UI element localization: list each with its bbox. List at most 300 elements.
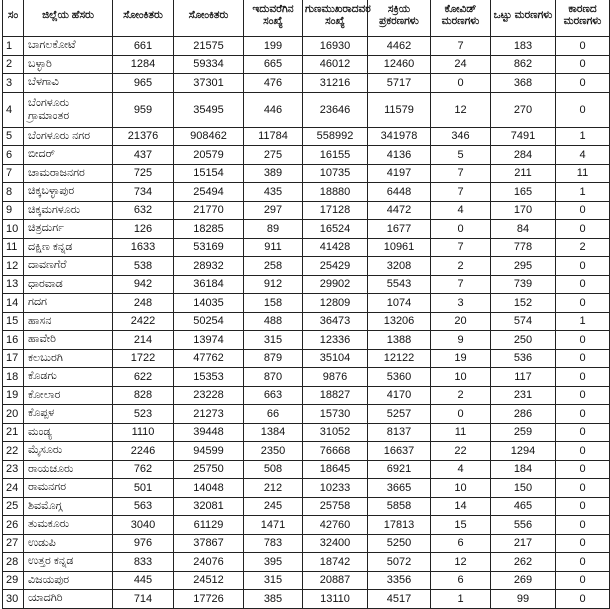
- table-row: [3, 386, 610, 405]
- cell-other-deaths: 0: [556, 92, 610, 127]
- table-row: [3, 146, 610, 165]
- cell-active-cases: 12122: [368, 349, 431, 368]
- cell-active-cases: 5717: [368, 74, 431, 93]
- cell-total-recovered: 10735: [303, 164, 368, 183]
- table-row: [3, 238, 610, 257]
- cell-total-recovered: 15730: [303, 405, 368, 424]
- cell-total-deaths: 574: [491, 312, 556, 331]
- table-row: [3, 516, 610, 535]
- table-row: [3, 92, 610, 127]
- cell-other-deaths: 0: [556, 534, 610, 553]
- cell-other-deaths: 0: [556, 571, 610, 590]
- cell-discharged-today: 297: [244, 201, 303, 220]
- cell-covid-deaths: 7: [431, 164, 491, 183]
- cell-covid-deaths: 19: [431, 349, 491, 368]
- row-district-name: ಕಲಬುರಗಿ: [24, 349, 113, 368]
- cell-discharged-today: 385: [244, 590, 303, 609]
- cell-total-deaths: 284: [491, 146, 556, 165]
- cell-new-cases: 563: [113, 497, 174, 516]
- cell-total-cases: 39448: [174, 423, 244, 442]
- cell-new-cases: 622: [113, 368, 174, 387]
- header-row: [3, 0, 610, 37]
- cell-other-deaths: 0: [556, 257, 610, 276]
- cell-other-deaths: 4: [556, 146, 610, 165]
- cell-total-deaths: 295: [491, 257, 556, 276]
- row-serial: 28: [3, 553, 24, 572]
- cell-active-cases: 13206: [368, 312, 431, 331]
- district-covid-table: [2, 0, 610, 609]
- cell-covid-deaths: 10: [431, 479, 491, 498]
- cell-total-recovered: 46012: [303, 55, 368, 74]
- cell-discharged-today: 2350: [244, 442, 303, 461]
- cell-new-cases: 714: [113, 590, 174, 609]
- row-district-name: ಹಾವೇರಿ: [24, 331, 113, 350]
- header-total-recovered: ಗುಣಮುಖರಾದವರ ಸಂಖ್ಯೆ: [303, 0, 368, 37]
- cell-active-cases: 3208: [368, 257, 431, 276]
- cell-total-recovered: 76668: [303, 442, 368, 461]
- row-serial: 23: [3, 460, 24, 479]
- header-other-deaths: ಕಾರಣದ ಮರಣಗಳು: [556, 0, 610, 37]
- cell-covid-deaths: 12: [431, 553, 491, 572]
- cell-total-recovered: 13110: [303, 590, 368, 609]
- cell-total-recovered: 18827: [303, 386, 368, 405]
- table-row: [3, 368, 610, 387]
- cell-new-cases: 762: [113, 460, 174, 479]
- cell-total-cases: 21273: [174, 405, 244, 424]
- cell-discharged-today: 446: [244, 92, 303, 127]
- cell-active-cases: 1677: [368, 220, 431, 239]
- row-district-name: ಬೆಂಗಳೂರು ಗ್ರಾಮಾಂತರ: [24, 92, 113, 127]
- table-row: [3, 55, 610, 74]
- row-district-name: ಹಾಸನ: [24, 312, 113, 331]
- cell-discharged-today: 315: [244, 331, 303, 350]
- cell-new-cases: 1633: [113, 238, 174, 257]
- cell-active-cases: 4170: [368, 386, 431, 405]
- cell-new-cases: 126: [113, 220, 174, 239]
- table-row: [3, 74, 610, 93]
- cell-other-deaths: 0: [556, 368, 610, 387]
- header-covid-deaths: ಕೋವಿಡ್ ಮರಣಗಳು: [431, 0, 491, 37]
- table-row: [3, 349, 610, 368]
- cell-total-recovered: 20887: [303, 571, 368, 590]
- cell-new-cases: 437: [113, 146, 174, 165]
- cell-total-cases: 47762: [174, 349, 244, 368]
- row-district-name: ಕೊಪ್ಪಳ: [24, 405, 113, 424]
- table-row: [3, 275, 610, 294]
- row-district-name: ತುಮಕೂರು: [24, 516, 113, 535]
- cell-active-cases: 17813: [368, 516, 431, 535]
- cell-total-recovered: 16524: [303, 220, 368, 239]
- cell-total-deaths: 739: [491, 275, 556, 294]
- cell-total-deaths: 262: [491, 553, 556, 572]
- table-row: [3, 312, 610, 331]
- cell-covid-deaths: 3: [431, 294, 491, 313]
- cell-total-recovered: 16930: [303, 37, 368, 56]
- cell-total-cases: 25750: [174, 460, 244, 479]
- cell-total-recovered: 29902: [303, 275, 368, 294]
- cell-active-cases: 1074: [368, 294, 431, 313]
- cell-total-recovered: 9876: [303, 368, 368, 387]
- table-row: [3, 442, 610, 461]
- cell-new-cases: 21376: [113, 127, 174, 146]
- cell-total-deaths: 556: [491, 516, 556, 535]
- cell-new-cases: 538: [113, 257, 174, 276]
- row-serial: 11: [3, 238, 24, 257]
- row-district-name: ಚಿತ್ರದುರ್ಗ: [24, 220, 113, 239]
- cell-total-deaths: 536: [491, 349, 556, 368]
- row-district-name: ಯಾದಗಿರಿ: [24, 590, 113, 609]
- cell-covid-deaths: 4: [431, 201, 491, 220]
- cell-discharged-today: 879: [244, 349, 303, 368]
- row-serial: 9: [3, 201, 24, 220]
- cell-new-cases: 214: [113, 331, 174, 350]
- cell-discharged-today: 258: [244, 257, 303, 276]
- cell-active-cases: 4136: [368, 146, 431, 165]
- cell-discharged-today: 315: [244, 571, 303, 590]
- cell-other-deaths: 0: [556, 405, 610, 424]
- cell-total-deaths: 286: [491, 405, 556, 424]
- cell-other-deaths: 0: [556, 294, 610, 313]
- cell-total-recovered: 25429: [303, 257, 368, 276]
- cell-total-deaths: 165: [491, 183, 556, 202]
- row-district-name: ಬಾಗಲಕೋಟೆ: [24, 37, 113, 56]
- cell-new-cases: 248: [113, 294, 174, 313]
- row-district-name: ಚಿಕ್ಕಬಳ್ಳಾಪುರ: [24, 183, 113, 202]
- cell-covid-deaths: 5: [431, 146, 491, 165]
- cell-covid-deaths: 7: [431, 37, 491, 56]
- cell-covid-deaths: 10: [431, 368, 491, 387]
- cell-covid-deaths: 0: [431, 74, 491, 93]
- row-district-name: ಉತ್ತರ ಕನ್ನಡ: [24, 553, 113, 572]
- row-serial: 17: [3, 349, 24, 368]
- cell-discharged-today: 245: [244, 497, 303, 516]
- cell-covid-deaths: 9: [431, 331, 491, 350]
- cell-new-cases: 661: [113, 37, 174, 56]
- table-row: [3, 423, 610, 442]
- row-serial: 14: [3, 294, 24, 313]
- cell-discharged-today: 395: [244, 553, 303, 572]
- row-district-name: ರಾಮನಗರ: [24, 479, 113, 498]
- cell-total-cases: 24512: [174, 571, 244, 590]
- cell-total-cases: 37867: [174, 534, 244, 553]
- cell-discharged-today: 911: [244, 238, 303, 257]
- cell-active-cases: 5360: [368, 368, 431, 387]
- cell-active-cases: 341978: [368, 127, 431, 146]
- row-district-name: ಮೈಸೂರು: [24, 442, 113, 461]
- row-serial: 10: [3, 220, 24, 239]
- cell-other-deaths: 0: [556, 201, 610, 220]
- cell-total-recovered: 18742: [303, 553, 368, 572]
- row-district-name: ಬಳ್ಳಾರಿ: [24, 55, 113, 74]
- cell-covid-deaths: 0: [431, 405, 491, 424]
- row-district-name: ದಕ್ಷಿಣ ಕನ್ನಡ: [24, 238, 113, 257]
- cell-total-recovered: 10233: [303, 479, 368, 498]
- row-serial: 13: [3, 275, 24, 294]
- table-row: [3, 164, 610, 183]
- cell-total-cases: 32081: [174, 497, 244, 516]
- cell-discharged-today: 275: [244, 146, 303, 165]
- cell-other-deaths: 1: [556, 183, 610, 202]
- cell-active-cases: 6448: [368, 183, 431, 202]
- row-serial: 19: [3, 386, 24, 405]
- cell-active-cases: 12460: [368, 55, 431, 74]
- cell-other-deaths: 1: [556, 312, 610, 331]
- cell-covid-deaths: 20: [431, 312, 491, 331]
- cell-total-deaths: 269: [491, 571, 556, 590]
- row-serial: 7: [3, 164, 24, 183]
- row-district-name: ರಾಯಚೂರು: [24, 460, 113, 479]
- cell-total-recovered: 31052: [303, 423, 368, 442]
- row-serial: 30: [3, 590, 24, 609]
- cell-new-cases: 2246: [113, 442, 174, 461]
- cell-total-recovered: 31216: [303, 74, 368, 93]
- cell-total-deaths: 84: [491, 220, 556, 239]
- table-row: [3, 220, 610, 239]
- cell-new-cases: 523: [113, 405, 174, 424]
- cell-total-cases: 908462: [174, 127, 244, 146]
- table-row: [3, 460, 610, 479]
- cell-total-deaths: 117: [491, 368, 556, 387]
- cell-other-deaths: 2: [556, 238, 610, 257]
- table-row: [3, 257, 610, 276]
- cell-other-deaths: 0: [556, 275, 610, 294]
- cell-total-recovered: 16155: [303, 146, 368, 165]
- cell-new-cases: 959: [113, 92, 174, 127]
- cell-other-deaths: 0: [556, 442, 610, 461]
- cell-covid-deaths: 4: [431, 460, 491, 479]
- cell-total-cases: 35495: [174, 92, 244, 127]
- cell-other-deaths: 0: [556, 349, 610, 368]
- table-header: [3, 0, 610, 37]
- row-district-name: ಗದಗ: [24, 294, 113, 313]
- table-row: [3, 405, 610, 424]
- cell-total-cases: 53169: [174, 238, 244, 257]
- table-row: [3, 590, 610, 609]
- cell-discharged-today: 1384: [244, 423, 303, 442]
- cell-total-recovered: 32400: [303, 534, 368, 553]
- cell-other-deaths: 11: [556, 164, 610, 183]
- row-district-name: ಕೋಲಾರ: [24, 386, 113, 405]
- cell-new-cases: 501: [113, 479, 174, 498]
- table-row: [3, 479, 610, 498]
- cell-discharged-today: 11784: [244, 127, 303, 146]
- table-row: [3, 201, 610, 220]
- table-row: [3, 294, 610, 313]
- cell-total-recovered: 25758: [303, 497, 368, 516]
- cell-active-cases: 10961: [368, 238, 431, 257]
- cell-discharged-today: 389: [244, 164, 303, 183]
- cell-total-recovered: 12336: [303, 331, 368, 350]
- table-row: [3, 127, 610, 146]
- cell-total-deaths: 7491: [491, 127, 556, 146]
- row-serial: 1: [3, 37, 24, 56]
- cell-total-recovered: 558992: [303, 127, 368, 146]
- cell-discharged-today: 435: [244, 183, 303, 202]
- cell-new-cases: 445: [113, 571, 174, 590]
- header-active-cases: ಸಕ್ರಿಯ ಪ್ರಕರಣಗಳು: [368, 0, 431, 37]
- cell-new-cases: 1722: [113, 349, 174, 368]
- cell-other-deaths: 0: [556, 497, 610, 516]
- cell-other-deaths: 0: [556, 37, 610, 56]
- cell-other-deaths: 0: [556, 460, 610, 479]
- row-district-name: ಕೊಡಗು: [24, 368, 113, 387]
- cell-covid-deaths: 6: [431, 571, 491, 590]
- cell-active-cases: 1388: [368, 331, 431, 350]
- cell-active-cases: 5250: [368, 534, 431, 553]
- cell-new-cases: 2422: [113, 312, 174, 331]
- row-district-name: ಚಾಮರಾಜನಗರ: [24, 164, 113, 183]
- cell-other-deaths: 0: [556, 331, 610, 350]
- cell-total-recovered: 42760: [303, 516, 368, 535]
- cell-discharged-today: 665: [244, 55, 303, 74]
- cell-total-recovered: 18880: [303, 183, 368, 202]
- row-serial: 27: [3, 534, 24, 553]
- cell-new-cases: 1110: [113, 423, 174, 442]
- cell-discharged-today: 912: [244, 275, 303, 294]
- cell-covid-deaths: 2: [431, 257, 491, 276]
- header-discharged-today: ಇದುವರೆಗಿನ ಸಂಖ್ಯೆ: [244, 0, 303, 37]
- cell-active-cases: 4472: [368, 201, 431, 220]
- cell-total-deaths: 99: [491, 590, 556, 609]
- cell-new-cases: 1284: [113, 55, 174, 74]
- cell-total-cases: 61129: [174, 516, 244, 535]
- cell-covid-deaths: 346: [431, 127, 491, 146]
- cell-total-recovered: 12809: [303, 294, 368, 313]
- cell-total-deaths: 183: [491, 37, 556, 56]
- cell-covid-deaths: 6: [431, 534, 491, 553]
- cell-total-cases: 50254: [174, 312, 244, 331]
- cell-covid-deaths: 2: [431, 386, 491, 405]
- cell-new-cases: 725: [113, 164, 174, 183]
- row-district-name: ದಾವಣಗೆರೆ: [24, 257, 113, 276]
- row-district-name: ಉಡುಪಿ: [24, 534, 113, 553]
- cell-total-recovered: 18645: [303, 460, 368, 479]
- cell-new-cases: 976: [113, 534, 174, 553]
- cell-active-cases: 3665: [368, 479, 431, 498]
- cell-active-cases: 11579: [368, 92, 431, 127]
- cell-total-cases: 18285: [174, 220, 244, 239]
- cell-covid-deaths: 15: [431, 516, 491, 535]
- row-serial: 29: [3, 571, 24, 590]
- header-serial: ಸಂ: [3, 0, 24, 37]
- row-serial: 2: [3, 55, 24, 74]
- cell-covid-deaths: 12: [431, 92, 491, 127]
- cell-total-cases: 15154: [174, 164, 244, 183]
- cell-new-cases: 734: [113, 183, 174, 202]
- cell-total-cases: 13974: [174, 331, 244, 350]
- cell-active-cases: 4197: [368, 164, 431, 183]
- cell-total-deaths: 250: [491, 331, 556, 350]
- cell-other-deaths: 1: [556, 127, 610, 146]
- cell-other-deaths: 0: [556, 479, 610, 498]
- cell-active-cases: 3356: [368, 571, 431, 590]
- cell-total-deaths: 862: [491, 55, 556, 74]
- cell-active-cases: 5858: [368, 497, 431, 516]
- table-row: [3, 331, 610, 350]
- row-serial: 15: [3, 312, 24, 331]
- cell-discharged-today: 66: [244, 405, 303, 424]
- cell-discharged-today: 158: [244, 294, 303, 313]
- cell-covid-deaths: 11: [431, 423, 491, 442]
- cell-new-cases: 3040: [113, 516, 174, 535]
- cell-covid-deaths: 7: [431, 238, 491, 257]
- row-district-name: ಶಿವಮೊಗ್ಗ: [24, 497, 113, 516]
- cell-total-cases: 37301: [174, 74, 244, 93]
- cell-total-cases: 15353: [174, 368, 244, 387]
- cell-new-cases: 942: [113, 275, 174, 294]
- cell-total-cases: 14035: [174, 294, 244, 313]
- cell-total-recovered: 23646: [303, 92, 368, 127]
- header-total-deaths: ಒಟ್ಟು ಮರಣಗಳು: [491, 0, 556, 37]
- cell-covid-deaths: 7: [431, 275, 491, 294]
- cell-new-cases: 632: [113, 201, 174, 220]
- row-district-name: ಬೆಂಗಳೂರು ನಗರ: [24, 127, 113, 146]
- cell-total-cases: 14048: [174, 479, 244, 498]
- cell-discharged-today: 89: [244, 220, 303, 239]
- cell-other-deaths: 0: [556, 516, 610, 535]
- cell-active-cases: 5543: [368, 275, 431, 294]
- cell-total-recovered: 35104: [303, 349, 368, 368]
- cell-covid-deaths: 22: [431, 442, 491, 461]
- cell-discharged-today: 508: [244, 460, 303, 479]
- row-serial: 16: [3, 331, 24, 350]
- row-serial: 18: [3, 368, 24, 387]
- row-serial: 4: [3, 92, 24, 127]
- table-row: [3, 534, 610, 553]
- cell-total-cases: 25494: [174, 183, 244, 202]
- cell-total-cases: 21770: [174, 201, 244, 220]
- table-body: [3, 37, 610, 609]
- header-new-cases: ಸೋಂಕಿತರು: [113, 0, 174, 37]
- cell-covid-deaths: 24: [431, 55, 491, 74]
- cell-active-cases: 16637: [368, 442, 431, 461]
- row-serial: 5: [3, 127, 24, 146]
- row-serial: 25: [3, 497, 24, 516]
- row-serial: 6: [3, 146, 24, 165]
- row-serial: 12: [3, 257, 24, 276]
- cell-total-deaths: 465: [491, 497, 556, 516]
- row-district-name: ವಿಜಯಪುರ: [24, 571, 113, 590]
- table-row: [3, 183, 610, 202]
- table-row: [3, 37, 610, 56]
- cell-total-recovered: 36473: [303, 312, 368, 331]
- cell-other-deaths: 0: [556, 590, 610, 609]
- cell-total-cases: 59334: [174, 55, 244, 74]
- cell-total-recovered: 41428: [303, 238, 368, 257]
- cell-total-cases: 36184: [174, 275, 244, 294]
- cell-total-deaths: 270: [491, 92, 556, 127]
- cell-active-cases: 5072: [368, 553, 431, 572]
- cell-total-cases: 20579: [174, 146, 244, 165]
- cell-discharged-today: 488: [244, 312, 303, 331]
- cell-total-deaths: 217: [491, 534, 556, 553]
- row-district-name: ಧಾರವಾಡ: [24, 275, 113, 294]
- cell-other-deaths: 0: [556, 386, 610, 405]
- cell-active-cases: 5257: [368, 405, 431, 424]
- cell-other-deaths: 0: [556, 74, 610, 93]
- cell-discharged-today: 1471: [244, 516, 303, 535]
- row-serial: 21: [3, 423, 24, 442]
- cell-covid-deaths: 1: [431, 590, 491, 609]
- cell-other-deaths: 0: [556, 423, 610, 442]
- cell-total-deaths: 259: [491, 423, 556, 442]
- cell-discharged-today: 199: [244, 37, 303, 56]
- cell-total-cases: 94599: [174, 442, 244, 461]
- row-serial: 20: [3, 405, 24, 424]
- cell-other-deaths: 0: [556, 553, 610, 572]
- table-row: [3, 497, 610, 516]
- cell-total-cases: 21575: [174, 37, 244, 56]
